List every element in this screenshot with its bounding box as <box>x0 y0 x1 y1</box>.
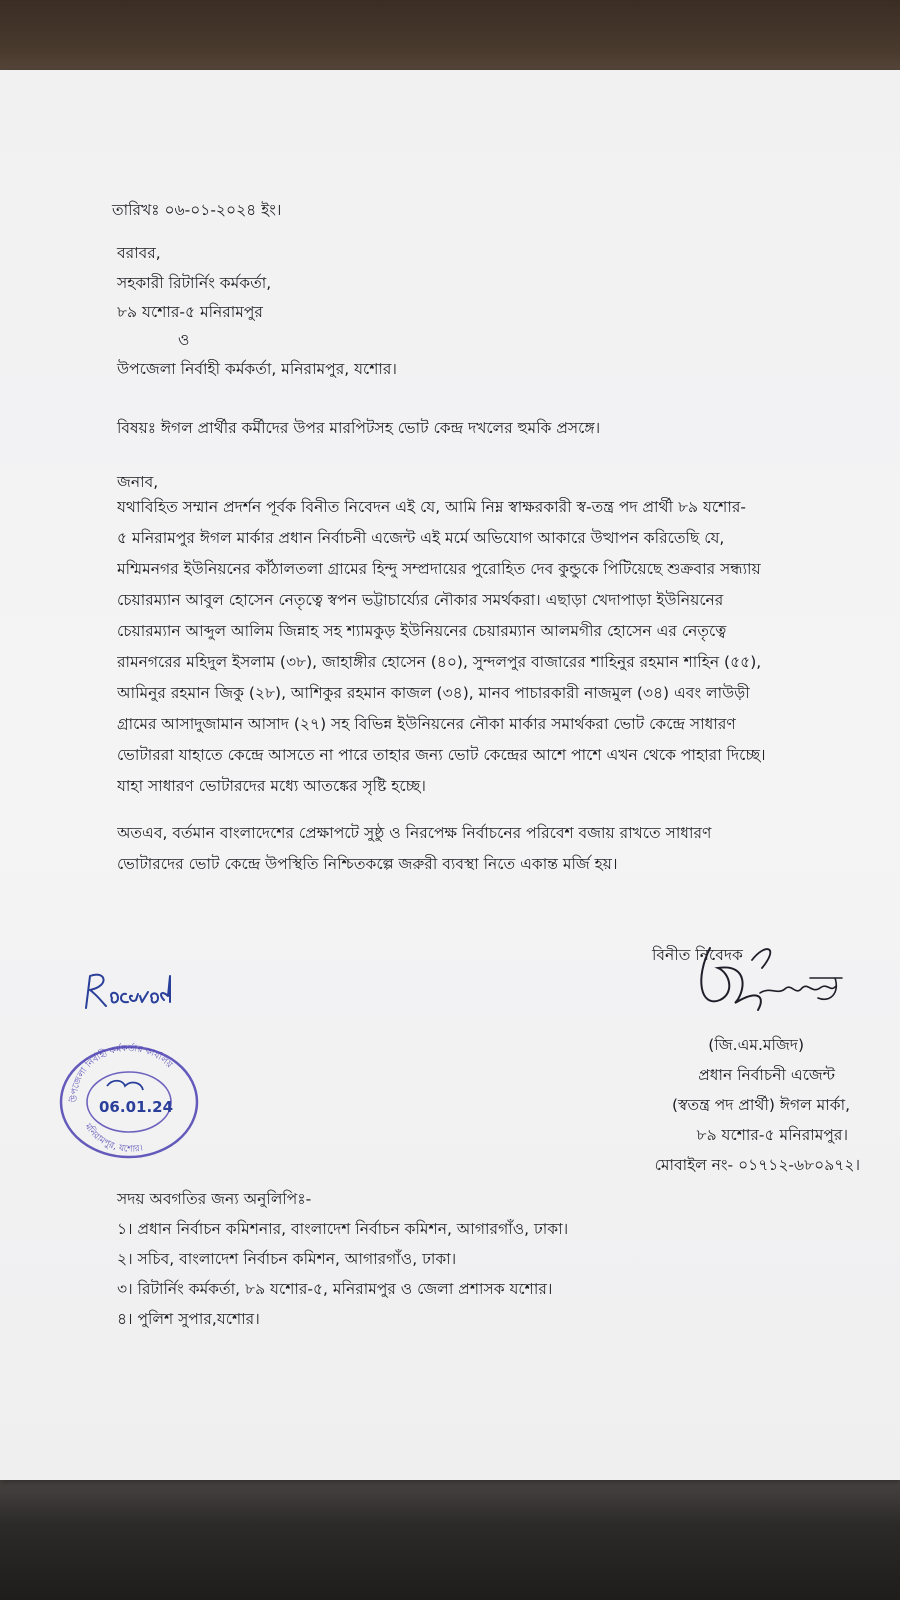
body-line: যাহা সাধারণ ভোটারদের মধ্যে আতঙ্কের সৃষ্টি হচ্ছে। <box>117 777 426 795</box>
background-table-bottom <box>0 1475 900 1600</box>
background-table-top <box>0 0 900 75</box>
cc-item: ৩। রিটার্নিং কর্মকর্তা, ৮৯ যশোর-৫, মনিরামপুর ও জেলা প্রশাসক যশোর। <box>117 1280 553 1298</box>
addressee-line-2: ৮৯ যশোর-৫ মনিরামপুর <box>117 303 263 321</box>
signer-details <box>600 1030 860 1180</box>
body-line: চেয়ারম্যান আবুল হোসেন নেতৃত্বে স্বপন ভট্টাচার্য্যের নৌকার সমর্থকরা। এছাড়া খেদাপাড়া ইউনিয়নের <box>117 591 724 609</box>
svg-text:উপজেলা নির্বাহী কর্মকর্তার কার: উপজেলা নির্বাহী কর্মকর্তার কার্যালয় <box>69 1043 174 1103</box>
cc-item: ১। প্রধান নির্বাচন কমিশনার, বাংলাদেশ নির্বাচন কমিশন, আগারগাঁও, ঢাকা। <box>117 1220 569 1238</box>
body-line: মশ্মিমনগর ইউনিয়নের কাঁঠালতলা গ্রামের হিন্দু সম্প্রদায়ের পুরোহিত দেব কুন্ডুকে পিটিয়েছে শুক্রবার সন্ধ্যায় <box>117 560 761 578</box>
addressee-line-1: সহকারী রিটার্নিং কর্মকর্তা, <box>117 274 272 292</box>
cc-item: ৪। পুলিশ সুপার,যশোর। <box>117 1310 260 1328</box>
body-line: যথাবিহিত সম্মান প্রদর্শন পূর্বক বিনীত নিবেদন এই যে, আমি নিম্ন স্বাক্ষরকারী স্ব-তন্ত্র পদ প্রার্থী ৮৯ যশোর- <box>117 498 746 516</box>
cc-header: সদয় অবগতির জন্য অনুলিপিঃ- <box>117 1190 312 1208</box>
addressee-and: ও <box>178 331 190 349</box>
signer-constituency: ৮৯ যশোর-৫ মনিরামপুর। <box>696 1126 848 1144</box>
received-handwriting <box>78 968 188 1018</box>
closing-line: অতএব, বর্তমান বাংলাদেশের প্রেক্ষাপটে সুষ্ঠু ও নিরপেক্ষ নির্বাচনের পরিবেশ বজায় রাখতে সাধারণ <box>117 824 712 842</box>
signer-title: প্রধান নির্বাচনী এজেন্ট <box>698 1066 835 1084</box>
closing-line: ভোটারদের ভোট কেন্দ্রে উপস্থিতি নিশ্চিতকল্পে জরুরী ব্যবস্থা নিতে একান্ত মর্জি হয়। <box>117 855 618 873</box>
signer-name: (জি.এম.মজিদ) <box>708 1036 804 1054</box>
sign-off: বিনীত নিবেদক <box>652 946 743 964</box>
cc-item: ২। সচিব, বাংলাদেশ নির্বাচন কমিশন, আগারগাঁও, ঢাকা। <box>117 1250 457 1268</box>
addressee-label: বরাবর, <box>117 244 161 262</box>
body-line: চেয়ারম্যান আব্দুল আলিম জিন্নাহ সহ শ্যামকুড় ইউনিয়নের চেয়ারম্যান আলমগীর হোসেন এর নেতৃত্বে <box>117 622 727 640</box>
seal-date: 06.01.24 <box>99 1098 174 1116</box>
letter-body <box>117 492 857 802</box>
office-seal-stamp <box>55 1040 200 1160</box>
letter-subject: বিষয়ঃ ঈগল প্রার্থীর কর্মীদের উপর মারপিটসহ ভোট কেন্দ্র দখলের হুমকি প্রসঙ্গে। <box>117 419 601 437</box>
body-line: ৫ মনিরামপুর ঈগল মার্কার প্রধান নির্বাচনী এজেন্ট এই মর্মে অভিযোগ আকারে উত্থাপন করিতেছি যে, <box>117 529 725 547</box>
signer-mobile: মোবাইল নং- ০১৭১২-৬৮০৯৭২। <box>654 1156 860 1174</box>
signature-image <box>690 938 860 1028</box>
letter-closing <box>117 818 857 880</box>
body-line: আমিনুর রহমান জিকু (২৮), আশিকুর রহমান কাজল (৩৪), মানব পাচারকারী নাজমুল (৩৪) এবং লাউড়ী <box>117 684 750 702</box>
body-line: গ্রামের আসাদুজামান আসাদ (২৭) সহ বিভিন্ন ইউনিয়নের নৌকা মার্কার সমার্থকরা ভোট কেন্দ্রে সাধারণ <box>117 715 736 733</box>
body-line: রামনগরের মহিদুল ইসলাম (৩৮), জাহাঙ্গীর হোসেন (৪০), সুন্দলপুর বাজারের শাহিনুর রহমান শাহিন (৫৫), <box>117 653 762 671</box>
addressee-line-3: উপজেলা নির্বাহী কর্মকর্তা, মনিরামপুর, যশোর। <box>117 360 397 378</box>
letter-date: তারিখঃ ০৬-০১-২০২৪ ইং। <box>112 201 282 219</box>
svg-text:মনিরামপুর, যশোর।: মনিরামপুর, যশোর। <box>82 1122 144 1155</box>
salutation: জনাব, <box>117 473 159 491</box>
body-line: ভোটাররা যাহাতে কেন্দ্রে আসতে না পারে তাহার জন্য ভোট কেন্দ্রের আশে পাশে এখন থেকে পাহারা দিচ্ছে। <box>117 746 766 764</box>
signer-candidate: (স্বতন্ত্র পদ প্রার্থী) ঈগল মার্কা, <box>671 1096 850 1114</box>
